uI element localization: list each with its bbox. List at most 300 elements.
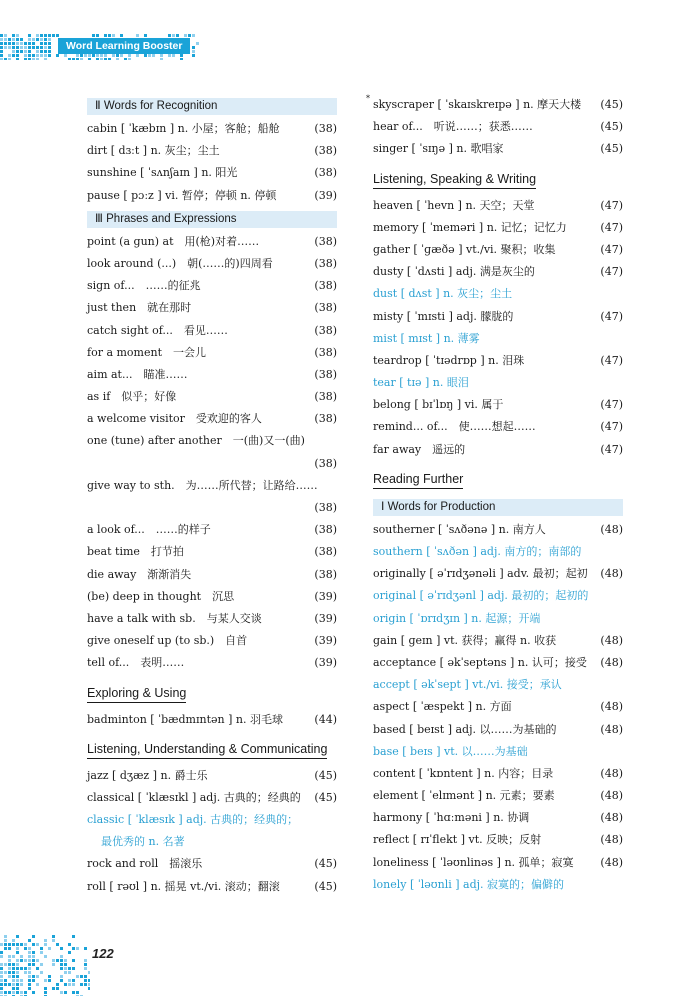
pixel-square — [40, 46, 43, 49]
entry-text: gather [ ˈɡæðə ] vt./vi. 聚积；收集 — [373, 242, 556, 256]
vocab-entry — [87, 342, 337, 364]
entry-text: harmony [ ˈhɑːməni ] n. 协调 — [373, 811, 530, 825]
pixel-square — [0, 955, 3, 958]
related-word-entry — [373, 328, 623, 350]
pixel-square — [84, 983, 87, 986]
pixel-square — [12, 983, 15, 986]
pixel-square — [12, 34, 15, 37]
entry-text: have a talk with sb. 与某人交谈 — [87, 611, 262, 625]
pixel-square — [36, 983, 39, 986]
pixel-square — [28, 34, 31, 37]
pixel-square — [16, 38, 19, 41]
page-reference: (45) — [600, 120, 623, 134]
pixel-square — [32, 46, 35, 49]
entry-text: southern [ ˈsʌðən ] adj. 南方的；南部的 — [373, 545, 582, 558]
entry-text: as if 似乎；好像 — [87, 390, 177, 404]
pixel-square — [12, 963, 15, 966]
pixel-square — [4, 34, 7, 37]
pixel-square — [44, 939, 47, 942]
pixel-square — [88, 979, 90, 982]
pixel-square — [28, 58, 31, 60]
pixel-square — [116, 58, 119, 60]
pixel-square — [196, 42, 199, 45]
vocab-entry — [87, 162, 337, 184]
pixel-square — [56, 959, 59, 962]
pixel-square — [36, 959, 39, 962]
pixel-square — [8, 967, 11, 970]
pixel-square — [40, 963, 43, 966]
page-reference: (38) — [314, 523, 337, 537]
star-mark: * — [366, 94, 370, 103]
pixel-square — [52, 34, 55, 37]
page-reference: (47) — [600, 198, 623, 212]
pixel-square — [100, 58, 103, 60]
pixel-square — [48, 979, 51, 982]
pixel-square — [68, 58, 71, 60]
entry-text: remind... of... 使……想起…… — [373, 420, 536, 434]
pixel-square — [16, 42, 19, 45]
pixel-square — [0, 987, 3, 990]
pixel-square — [8, 971, 11, 974]
pixel-square — [112, 34, 115, 37]
page-reference: (45) — [600, 142, 623, 156]
vocab-entry — [87, 253, 337, 275]
pixel-square — [48, 947, 51, 950]
pixel-square — [68, 979, 71, 982]
left-column — [87, 94, 337, 898]
pixel-square — [28, 971, 31, 974]
vocab-entry — [87, 608, 337, 630]
vocab-entry — [87, 297, 337, 319]
related-word-entry — [373, 541, 623, 563]
entry-text: gain [ ɡeɪn ] vt. 获得；赢得 n. 收获 — [373, 633, 557, 647]
entry-text: loneliness [ ˈləʊnlinəs ] n. 孤单；寂寞 — [373, 855, 574, 869]
pixel-square — [84, 947, 87, 950]
pixel-square — [76, 54, 79, 57]
pixel-square — [24, 54, 27, 57]
entry-text: dusty [ ˈdʌsti ] adj. 满是灰尘的 — [373, 265, 535, 279]
entry-text: misty [ ˈmɪsti ] adj. 朦胧的 — [373, 309, 514, 323]
pixel-square — [36, 975, 39, 978]
entry-text: original [ əˈrɪdʒənl ] adj. 最初的；起初的 — [373, 589, 589, 603]
pixel-square — [16, 54, 19, 57]
vocab-entry — [373, 239, 623, 261]
vocab-entry — [373, 630, 623, 652]
pixel-square — [88, 971, 90, 974]
pixel-square — [68, 971, 71, 974]
entry-text: based [ beɪst ] adj. 以……为基础的 — [373, 722, 557, 736]
related-word-entry — [87, 809, 337, 831]
entry-text: southerner [ ˈsʌðənə ] n. 南方人 — [373, 522, 546, 536]
pixel-square — [180, 58, 183, 60]
pixel-square — [8, 38, 11, 41]
pixel-square — [8, 975, 11, 978]
pixel-square — [72, 967, 75, 970]
page-reference: (38) — [314, 122, 337, 135]
pixel-square — [144, 54, 147, 57]
vocab-entry — [373, 394, 623, 416]
pixel-square — [56, 34, 59, 37]
page-reference: (38) — [314, 279, 337, 293]
pixel-square — [12, 46, 15, 49]
pixel-square — [12, 991, 15, 994]
page-reference: (45) — [314, 857, 337, 871]
page-reference: (38) — [314, 545, 337, 559]
pixel-square — [0, 951, 3, 954]
entry-text: give oneself up (to sb.) 自首 — [87, 634, 248, 648]
pixel-square — [24, 42, 27, 45]
vocab-entry — [366, 94, 623, 116]
pixel-square — [56, 983, 59, 986]
pixel-square — [24, 971, 27, 974]
page-reference: (48) — [600, 655, 623, 669]
entry-text: for a moment 一会儿 — [87, 345, 207, 359]
pixel-square — [64, 991, 67, 994]
pixel-square — [12, 54, 15, 57]
page-reference: (38) — [314, 256, 337, 270]
pixel-square — [36, 967, 39, 970]
entry-text: a look of... ……的样子 — [87, 523, 211, 537]
pixel-square — [0, 50, 3, 53]
vocab-entry — [373, 652, 623, 674]
page-reference: (47) — [600, 242, 623, 256]
entry-text: cabin [ ˈkæbɪn ] n. 小屋；客舱；船舱 — [87, 122, 280, 135]
vocab-entry — [87, 709, 337, 731]
page-reference: (48) — [600, 811, 623, 825]
pixel-square — [32, 38, 35, 41]
pixel-square — [28, 979, 31, 982]
pixel-square — [20, 38, 23, 41]
pixel-square — [28, 38, 31, 41]
pixel-square — [56, 54, 59, 57]
page-reference: (39) — [314, 589, 337, 603]
pixel-square — [44, 987, 47, 990]
pixel-square — [12, 50, 15, 53]
pixel-square — [104, 34, 107, 37]
entry-text: pause [ pɔːz ] vi. 暂停；停顿 n. 停顿 — [87, 188, 277, 202]
pixel-square — [100, 54, 103, 57]
pixel-square — [32, 975, 35, 978]
vocab-entry — [373, 807, 623, 829]
pixel-square — [8, 955, 11, 958]
pixel-square — [44, 991, 47, 994]
page-reference: (47) — [600, 220, 623, 234]
pixel-square — [12, 943, 15, 946]
vocab-entry — [373, 719, 623, 741]
pixel-square — [4, 939, 7, 942]
page-reference: (38) — [314, 390, 337, 404]
vocab-entry — [87, 541, 337, 563]
pixel-square — [12, 975, 15, 978]
page-reference: (38) — [314, 501, 337, 514]
pixel-square — [16, 947, 19, 950]
pixel-square — [16, 959, 19, 962]
pixel-square — [12, 38, 15, 41]
pixel-square — [44, 58, 47, 60]
vocab-entry — [373, 138, 623, 160]
page-reference: (38) — [314, 567, 337, 581]
vocab-entry — [87, 430, 337, 452]
pixel-square — [24, 991, 27, 994]
pixel-square — [0, 983, 3, 986]
vocab-entry — [87, 876, 337, 898]
vocab-entry — [87, 519, 337, 541]
pixel-square — [24, 967, 27, 970]
pixel-square — [36, 58, 39, 60]
pixel-square — [32, 951, 35, 954]
pixel-square — [144, 34, 147, 37]
pixel-square — [72, 991, 75, 994]
pixel-square — [136, 34, 139, 37]
entry-text: heaven [ ˈhevn ] n. 天空；天堂 — [373, 198, 535, 212]
page-reference: (47) — [600, 442, 623, 456]
section-heading-wrap — [87, 731, 337, 765]
pixel-square — [160, 58, 163, 60]
vocab-entry — [373, 261, 623, 283]
entry-text: dust [ dʌst ] n. 灰尘；尘土 — [373, 287, 513, 301]
page-reference: (38) — [314, 412, 337, 426]
pixel-square — [4, 943, 7, 946]
page-reference: (39) — [314, 188, 337, 202]
pixel-square — [76, 975, 79, 978]
vocab-entry — [87, 231, 337, 253]
pixel-square — [60, 967, 63, 970]
section-heading: Listening, Speaking & Writing — [373, 171, 536, 189]
pixel-square — [176, 34, 179, 37]
entry-page-continuation — [87, 453, 337, 475]
pixel-square — [168, 54, 171, 57]
pixel-square — [84, 975, 87, 978]
entry-text: classic [ ˈklæsɪk ] adj. 古典的；经典的； — [87, 813, 299, 827]
pixel-square — [24, 46, 27, 49]
pixel-square — [28, 963, 31, 966]
pixel-square — [0, 967, 3, 970]
entry-text: a welcome visitor 受欢迎的客人 — [87, 412, 262, 426]
pixel-square — [108, 34, 111, 37]
pixel-square — [160, 54, 163, 57]
entry-text: badminton [ ˈbædmɪntən ] n. 羽毛球 — [87, 712, 283, 726]
pixel-square — [32, 42, 35, 45]
pixel-square — [16, 975, 19, 978]
pixel-square — [152, 54, 155, 57]
pixel-square — [4, 991, 7, 994]
pixel-square — [4, 38, 7, 41]
pixel-square — [28, 947, 31, 950]
page-reference: (48) — [600, 766, 623, 780]
pixel-square — [48, 46, 51, 49]
pixel-square — [60, 979, 63, 982]
pixel-square — [92, 54, 95, 57]
vocab-entry — [87, 408, 337, 430]
entry-text: reflect [ rɪˈflekt ] vt. 反映；反射 — [373, 833, 542, 847]
vocab-entry — [373, 217, 623, 239]
pixel-square — [48, 38, 51, 41]
pixel-square — [68, 951, 71, 954]
pixel-square — [28, 46, 31, 49]
pixel-square — [76, 947, 79, 950]
vocab-entry — [87, 386, 337, 408]
pixel-square — [56, 987, 59, 990]
pixel-square — [32, 963, 35, 966]
entry-text: tell of... 表明…… — [87, 656, 185, 670]
entry-text: aspect [ ˈæspekt ] n. 方面 — [373, 700, 512, 714]
pixel-square — [104, 54, 107, 57]
vocab-entry — [87, 140, 337, 162]
pixel-square — [64, 54, 67, 57]
vocab-entry — [87, 787, 337, 809]
entry-text: catch sight of... 看见…… — [87, 323, 228, 337]
pixel-square — [16, 50, 19, 53]
footer-pixel-pattern — [0, 935, 90, 996]
vocab-entry — [373, 116, 623, 138]
pixel-square — [52, 987, 55, 990]
page-reference: (39) — [314, 656, 337, 670]
vocab-entry — [87, 630, 337, 652]
pixel-square — [44, 54, 47, 57]
pixel-square — [16, 943, 19, 946]
pixel-square — [104, 58, 107, 60]
pixel-square — [128, 58, 131, 60]
pixel-square — [20, 967, 23, 970]
pixel-square — [40, 34, 43, 37]
pixel-square — [24, 947, 27, 950]
pixel-square — [0, 46, 3, 49]
pixel-square — [96, 54, 99, 57]
vocab-entry — [87, 118, 337, 140]
pixel-square — [4, 979, 7, 982]
page-reference: (38) — [314, 301, 337, 315]
pixel-square — [88, 983, 90, 986]
pixel-square — [44, 38, 47, 41]
page-reference: (45) — [314, 879, 337, 893]
pixel-square — [20, 46, 23, 49]
entry-text: just then 就在那时 — [87, 301, 192, 315]
pixel-square — [108, 58, 111, 60]
pixel-square — [40, 42, 43, 45]
pixel-square — [72, 983, 75, 986]
page-reference: (39) — [314, 611, 337, 625]
pixel-square — [64, 971, 67, 974]
pixel-square — [36, 46, 39, 49]
pixel-square — [44, 50, 47, 53]
pixel-square — [16, 46, 19, 49]
pixel-square — [16, 963, 19, 966]
page-reference: (45) — [314, 768, 337, 782]
pixel-square — [12, 955, 15, 958]
entry-text: classical [ ˈklæsɪkl ] adj. 古典的；经典的 — [87, 790, 301, 804]
pixel-square — [84, 54, 87, 57]
related-word-entry — [373, 283, 623, 305]
pixel-square — [44, 34, 47, 37]
pixel-square — [72, 58, 75, 60]
page-reference: (47) — [600, 309, 623, 323]
entry-text: look around (...) 朝(……的)四周看 — [87, 256, 273, 270]
pixel-square — [20, 943, 23, 946]
pixel-square — [0, 58, 3, 60]
pixel-square — [28, 955, 31, 958]
pixel-square — [28, 975, 31, 978]
pixel-square — [60, 975, 63, 978]
vocab-entry — [87, 185, 337, 207]
entry-text: skyscraper [ ˈskaɪskreɪpə ] n. 摩天大楼 — [373, 98, 582, 111]
section-heading: Listening, Understanding & Communicating — [87, 741, 327, 759]
pixel-square — [52, 939, 55, 942]
pixel-square — [8, 947, 11, 950]
pixel-square — [32, 991, 35, 994]
pixel-square — [40, 50, 43, 53]
section-band: Ⅰ Words for Production — [373, 499, 623, 516]
entry-text: accept [ əkˈsept ] vt./vi. 接受；承认 — [373, 678, 562, 692]
pixel-square — [0, 991, 3, 994]
pixel-square — [60, 947, 63, 950]
vocab-entry — [87, 275, 337, 297]
pixel-square — [72, 959, 75, 962]
pixel-square — [76, 991, 79, 994]
page-reference: (48) — [600, 522, 623, 536]
pixel-square — [16, 935, 19, 938]
pixel-square — [68, 983, 71, 986]
pixel-square — [64, 963, 67, 966]
page-reference: (47) — [600, 398, 623, 412]
page-reference: (48) — [600, 722, 623, 736]
pixel-square — [172, 34, 175, 37]
pixel-square — [36, 50, 39, 53]
pixel-square — [8, 54, 11, 57]
pixel-square — [32, 943, 35, 946]
pixel-square — [124, 58, 127, 60]
vocab-entry — [373, 829, 623, 851]
entry-text: dirt [ dɜːt ] n. 灰尘；尘土 — [87, 144, 220, 158]
page-number: 122 — [92, 946, 114, 961]
pixel-square — [120, 34, 123, 37]
pixel-square — [4, 947, 7, 950]
pixel-square — [12, 979, 15, 982]
related-word-entry — [373, 372, 623, 394]
section-heading: Exploring & Using — [87, 685, 186, 703]
entry-text: teardrop [ ˈtɪədrɒp ] n. 泪珠 — [373, 353, 525, 367]
pixel-square — [24, 50, 27, 53]
related-word-entry — [373, 608, 623, 630]
pixel-square — [16, 983, 19, 986]
vocab-entry — [373, 785, 623, 807]
page-reference: (48) — [600, 855, 623, 869]
entry-page-continuation — [87, 497, 337, 519]
pixel-square — [32, 955, 35, 958]
pixel-square — [20, 955, 23, 958]
pixel-square — [12, 971, 15, 974]
pixel-square — [28, 54, 31, 57]
page-reference: (48) — [600, 633, 623, 647]
pixel-square — [36, 943, 39, 946]
pixel-square — [20, 50, 23, 53]
pixel-square — [60, 991, 63, 994]
vocab-entry — [87, 586, 337, 608]
pixel-square — [16, 979, 19, 982]
entry-text: roll [ rəʊl ] n. 摇晃 vt./vi. 滚动；翻滚 — [87, 879, 280, 893]
right-column — [366, 94, 623, 896]
vocab-entry — [373, 763, 623, 785]
entry-text: 最优秀的 n. 名著 — [101, 835, 185, 849]
page-reference: (38) — [314, 234, 337, 248]
related-word-entry — [373, 741, 623, 763]
pixel-square — [0, 38, 3, 41]
pixel-square — [44, 42, 47, 45]
pixel-square — [192, 54, 195, 57]
pixel-square — [16, 58, 19, 60]
pixel-square — [84, 959, 87, 962]
pixel-square — [8, 983, 11, 986]
entry-text: give way to sth. 为……所代替；让路给…… — [87, 478, 318, 492]
